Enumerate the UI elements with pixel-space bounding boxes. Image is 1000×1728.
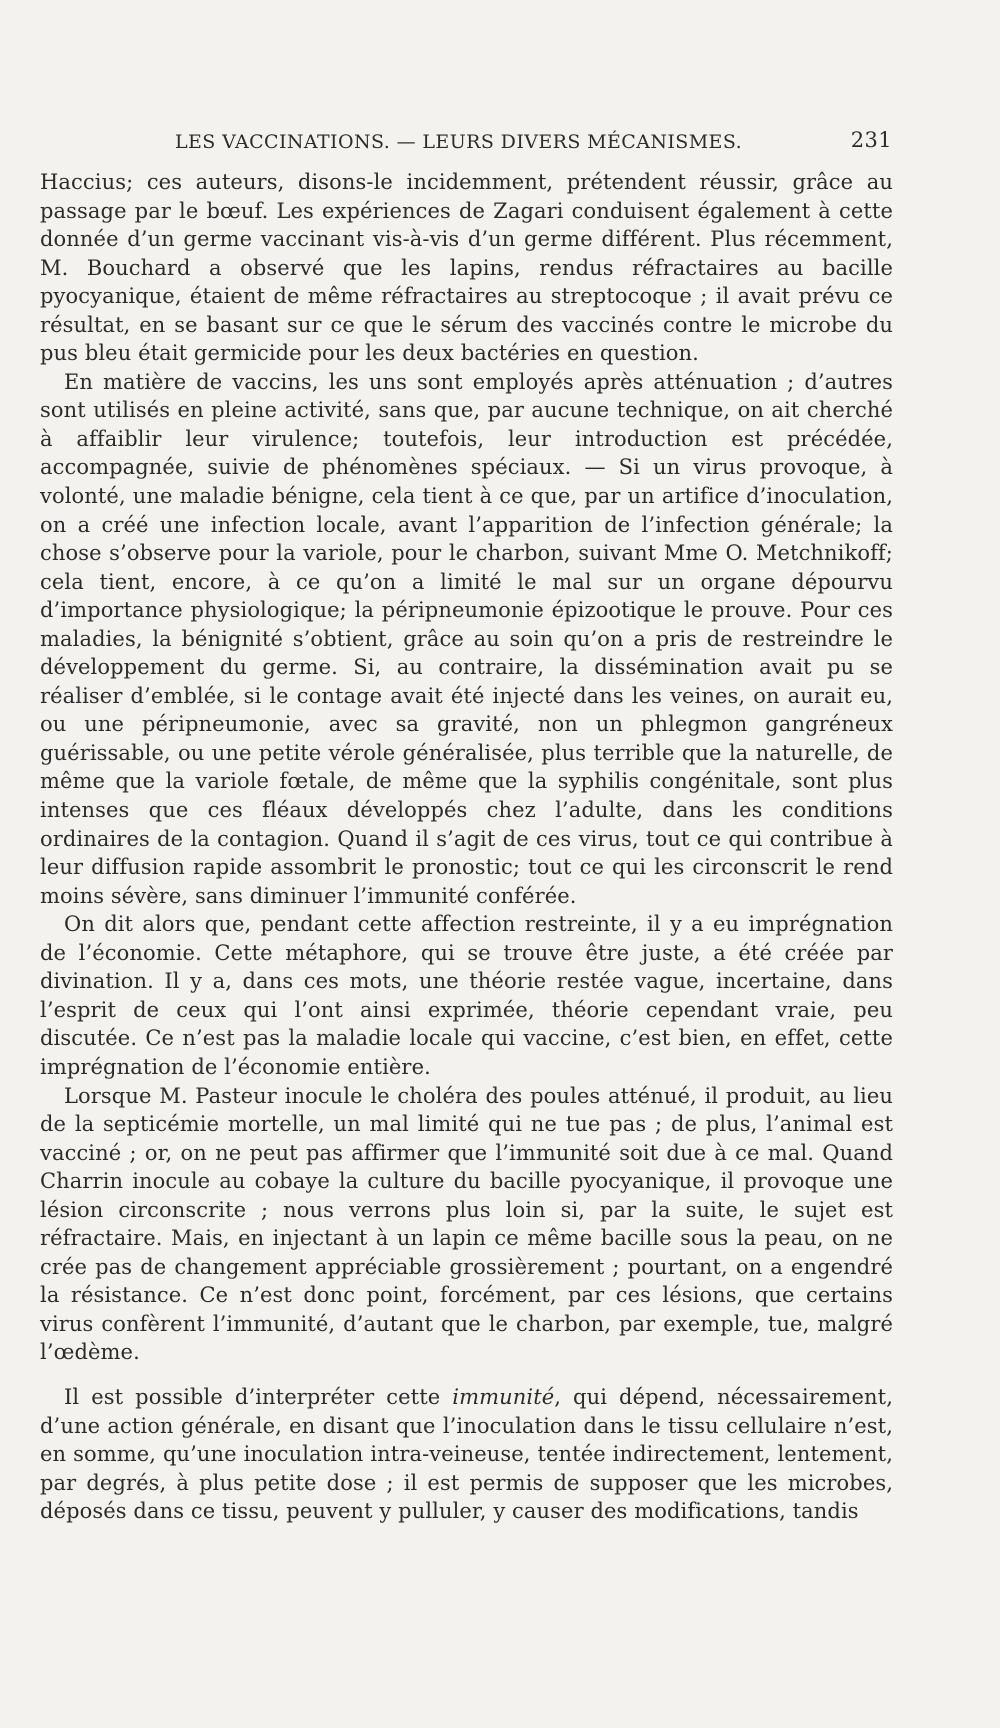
- paragraph-5: [40, 1383, 893, 1526]
- page-number: 231: [850, 128, 892, 152]
- paragraph-5-emphasis: immunité: [452, 1384, 555, 1409]
- paragraph-1: Haccius; ces auteurs, disons-le incidemment, prétendent réussir, grâce au passage par le bœuf. Les expériences de Zagari conduisent également à cette donnée d’un germe vaccinant vis-à-vis d’un germe différent. Plus récemment, M. Bouchard a observé que les lapins, rendus réfractaires au bacille pyocyanique, étaient de même réfractaires au streptocoque ; il avait prévu ce résultat, en se basant sur ce que le sérum des vaccinés contre le microbe du pus bleu était germicide pour les deux bactéries en question.: [40, 170, 893, 366]
- paragraph-4: Lorsque M. Pasteur inocule le choléra des poules atténué, il produit, au lieu de la septicémie mortelle, un mal limité qui ne tue pas ; de plus, l’animal est vacciné ; or, on ne peut pas affirmer que l’immunité soit due à ce mal. Quand Charrin inocule au cobaye la culture du bacille pyocyanique, il provoque une lésion circonscrite ; nous verrons plus loin si, par la suite, le sujet est réfractaire. Mais, en injectant à un lapin ce même bacille sous la peau, on ne crée pas de changement appréciable grossièrement ; pourtant, on a engendré la résistance. Ce n’est donc point, forcément, par ces lésions, que certains virus confèrent l’immunité, d’autant que le charbon, par exemple, tue, malgré l’œdème.: [40, 1083, 893, 1365]
- page-header: [40, 128, 892, 158]
- running-head: LES VACCINATIONS. — LEURS DIVERS MÉCANISMES.: [175, 131, 743, 153]
- paragraph-3: On dit alors que, pendant cette affection restreinte, il y a eu imprégnation de l’économie. Cette métaphore, qui se trouve être juste, a été créée par divination. Il y a, dans ces mots, une théorie restée vague, incertaine, dans l’esprit de ceux qui l’ont ainsi exprimée, théorie cependant vraie, peu discutée. Ce n’est pas la maladie locale qui vaccine, c’est bien, en effet, cette imprégnation de l’économie entière.: [40, 912, 893, 1079]
- paragraph-5-start: Il est possible d’interpréter cette: [64, 1384, 453, 1409]
- body-text: [40, 168, 893, 1526]
- paragraph-5-end: , qui dépend, nécessairement, d’une action générale, en disant que l’inoculation dans le tissu cellulaire n’est, en somme, qu’une inoculation intra-veineuse, tentée indirectement, lentement, par degrés, à plus petite dose ; il est permis de supposer que les microbes, déposés dans ce tissu, peuvent y pulluler, y causer des modifications, tandis: [40, 1384, 893, 1524]
- paragraph-2: En matière de vaccins, les uns sont employés après atténuation ; d’autres sont utilisés en pleine activité, sans que, par aucune technique, on ait cherché à affaiblir leur virulence; toutefois, leur introduction est précédée, accompagnée, suivie de phénomènes spéciaux. — Si un virus provoque, à volonté, une maladie bénigne, cela tient à ce que, par un artifice d’inoculation, on a créé une infection locale, avant l’apparition de l’infection générale; la chose s’observe pour la variole, pour le charbon, suivant Mme O. Metchnikoff; cela tient, encore, à ce qu’on a limité le mal sur un organe dépourvu d’importance physiologique; la péripneumonie épizootique le prouve. Pour ces maladies, la bénignité s’obtient, grâce au soin qu’on a pris de restreindre le développement du germe. Si, au contraire, la dissémination avait pu se réaliser d’emblée, si le contage avait été injecté dans les veines, on aurait eu, ou une péripneumonie, avec sa gravité, non un phlegmon gangréneux guérissable, ou une petite vérole généralisée, plus terrible que la naturelle, de même que la variole fœtale, de même que la syphilis congénitale, sont plus intenses que ces fléaux développés chez l’adulte, dans les conditions ordinaires de la contagion. Quand il s’agit de ces virus, tout ce qui contribue à leur diffusion rapide assombrit le pronostic; tout ce qui les circonscrit le rend moins sévère, sans diminuer l’immunité conférée.: [40, 369, 893, 908]
